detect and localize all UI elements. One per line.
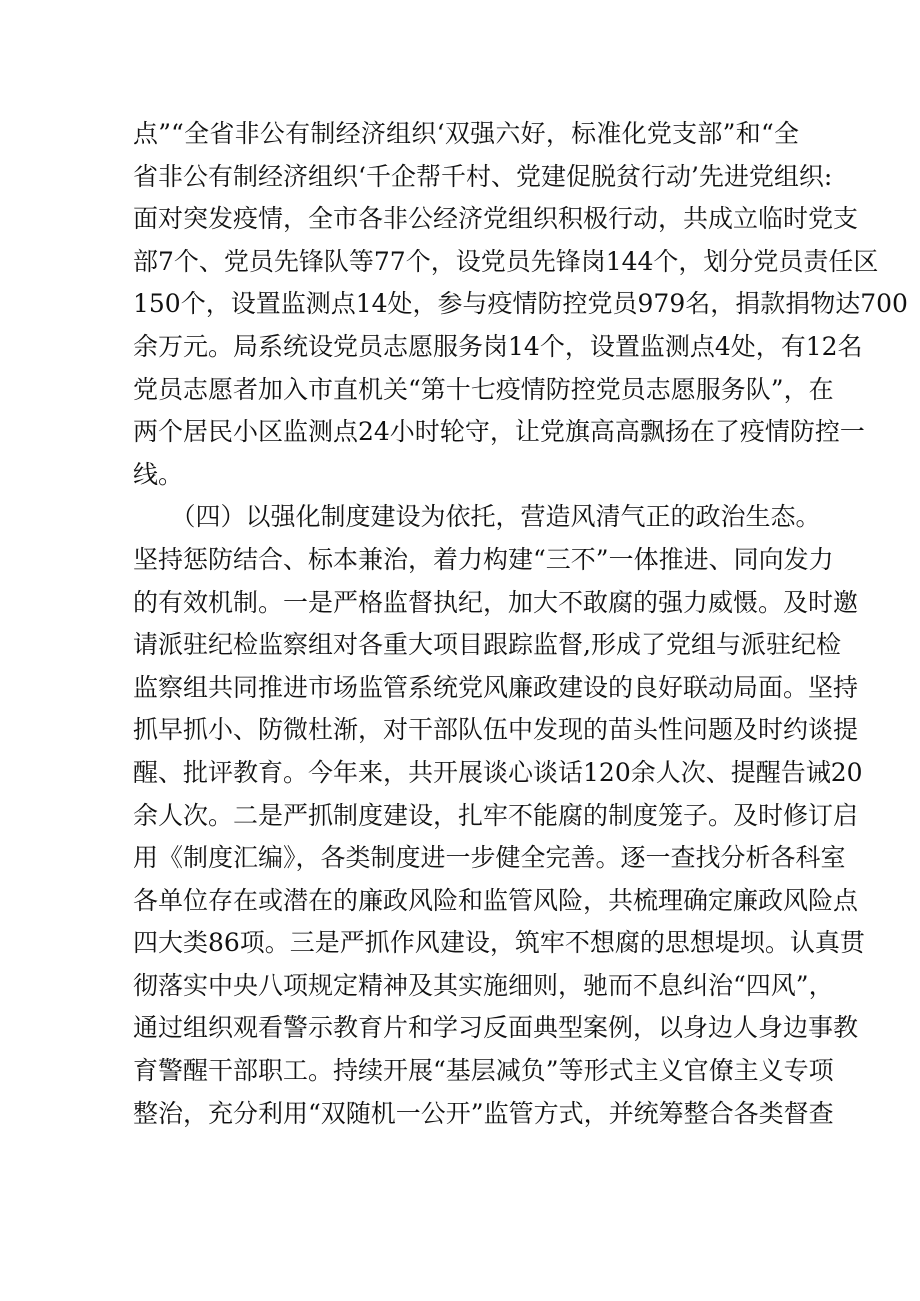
- text-line: 整治，充分利用“双随机一公开”监管方式，并统筹整合各类督查: [133, 1098, 834, 1128]
- text-line: 请派驻纪检监察组对各重大项目跟踪监督,形成了党组与派驻纪检: [133, 630, 841, 660]
- text-line: 点”“全省非公有制经济组织‘双强六好，标准化党支部”和“全: [133, 119, 799, 148]
- text-line: 用《制度汇编》，各类制度进一步健全完善。逐一查找分析各科室: [133, 843, 846, 873]
- text-line: 线。: [133, 459, 184, 489]
- text-line: 省非公有制经济组织‘千企帮千村、党建促脱贫行动’先进党组织:: [133, 161, 833, 191]
- section-heading-line: （四）以强化制度建设为依托，营造风清气正的政治生态。: [133, 502, 821, 532]
- text-line: 的有效机制。一是严格监督执纪，加大不敢腐的强力威慑。及时邀: [133, 587, 859, 617]
- text-line: 各单位存在或潜在的廉政风险和监管风险，共梳理确定廉政风险点: [133, 885, 859, 915]
- text-line: 通过组织观看警示教育片和学习反面典型案例，以身边人身边事教: [133, 1013, 859, 1043]
- text-line: 150个，设置监测点14处，参与疫情防控党员979名，捐款捐物达700: [133, 289, 908, 319]
- text-line: 部7个、党员先锋队等77个，设党员先锋岗144个，划分党员责任区: [133, 246, 879, 276]
- text-line: 醒、批评教育。今年来，共开展谈心谈话120余人次、提醒告诫20: [133, 757, 863, 787]
- text-line: 四大类86项。三是严抓作风建设，筑牢不想腐的思想堤坝。认真贯: [133, 928, 865, 958]
- text-line: 余人次。二是严抓制度建设，扎牢不能腐的制度笼子。及时修订启: [133, 800, 859, 830]
- text-line: 育警醒干部职工。持续开展“基层减负”等形式主义官僚主义专项: [133, 1056, 834, 1086]
- text-line: 面对突发疫情，全市各非公经济党组织积极行动，共成立临时党支: [133, 204, 859, 234]
- body-text: [133, 113, 908, 1135]
- text-line: 党员志愿者加入市直机关“第十七疫情防控党员志愿服务队”，在: [133, 374, 834, 404]
- text-line: 两个居民小区监测点24小时轮守，让党旗高高飘扬在了疫情防控一: [133, 417, 865, 447]
- text-line: 抓早抓小、防微杜渐，对干部队伍中发现的苗头性问题及时约谈提: [133, 715, 859, 745]
- text-line: 监察组共同推进市场监管系统党风廉政建设的良好联动局面。坚持: [133, 672, 859, 702]
- text-line: 坚持惩防结合、标本兼治，着力构建“三不”一体推进、同向发力: [133, 544, 834, 574]
- text-line: 余万元。局系统设党员志愿服务岗14个，设置监测点4处，有12名: [133, 331, 863, 361]
- text-line: 彻落实中央八项规定精神及其实施细则，驰而不息纠治“四风”，: [133, 970, 834, 1000]
